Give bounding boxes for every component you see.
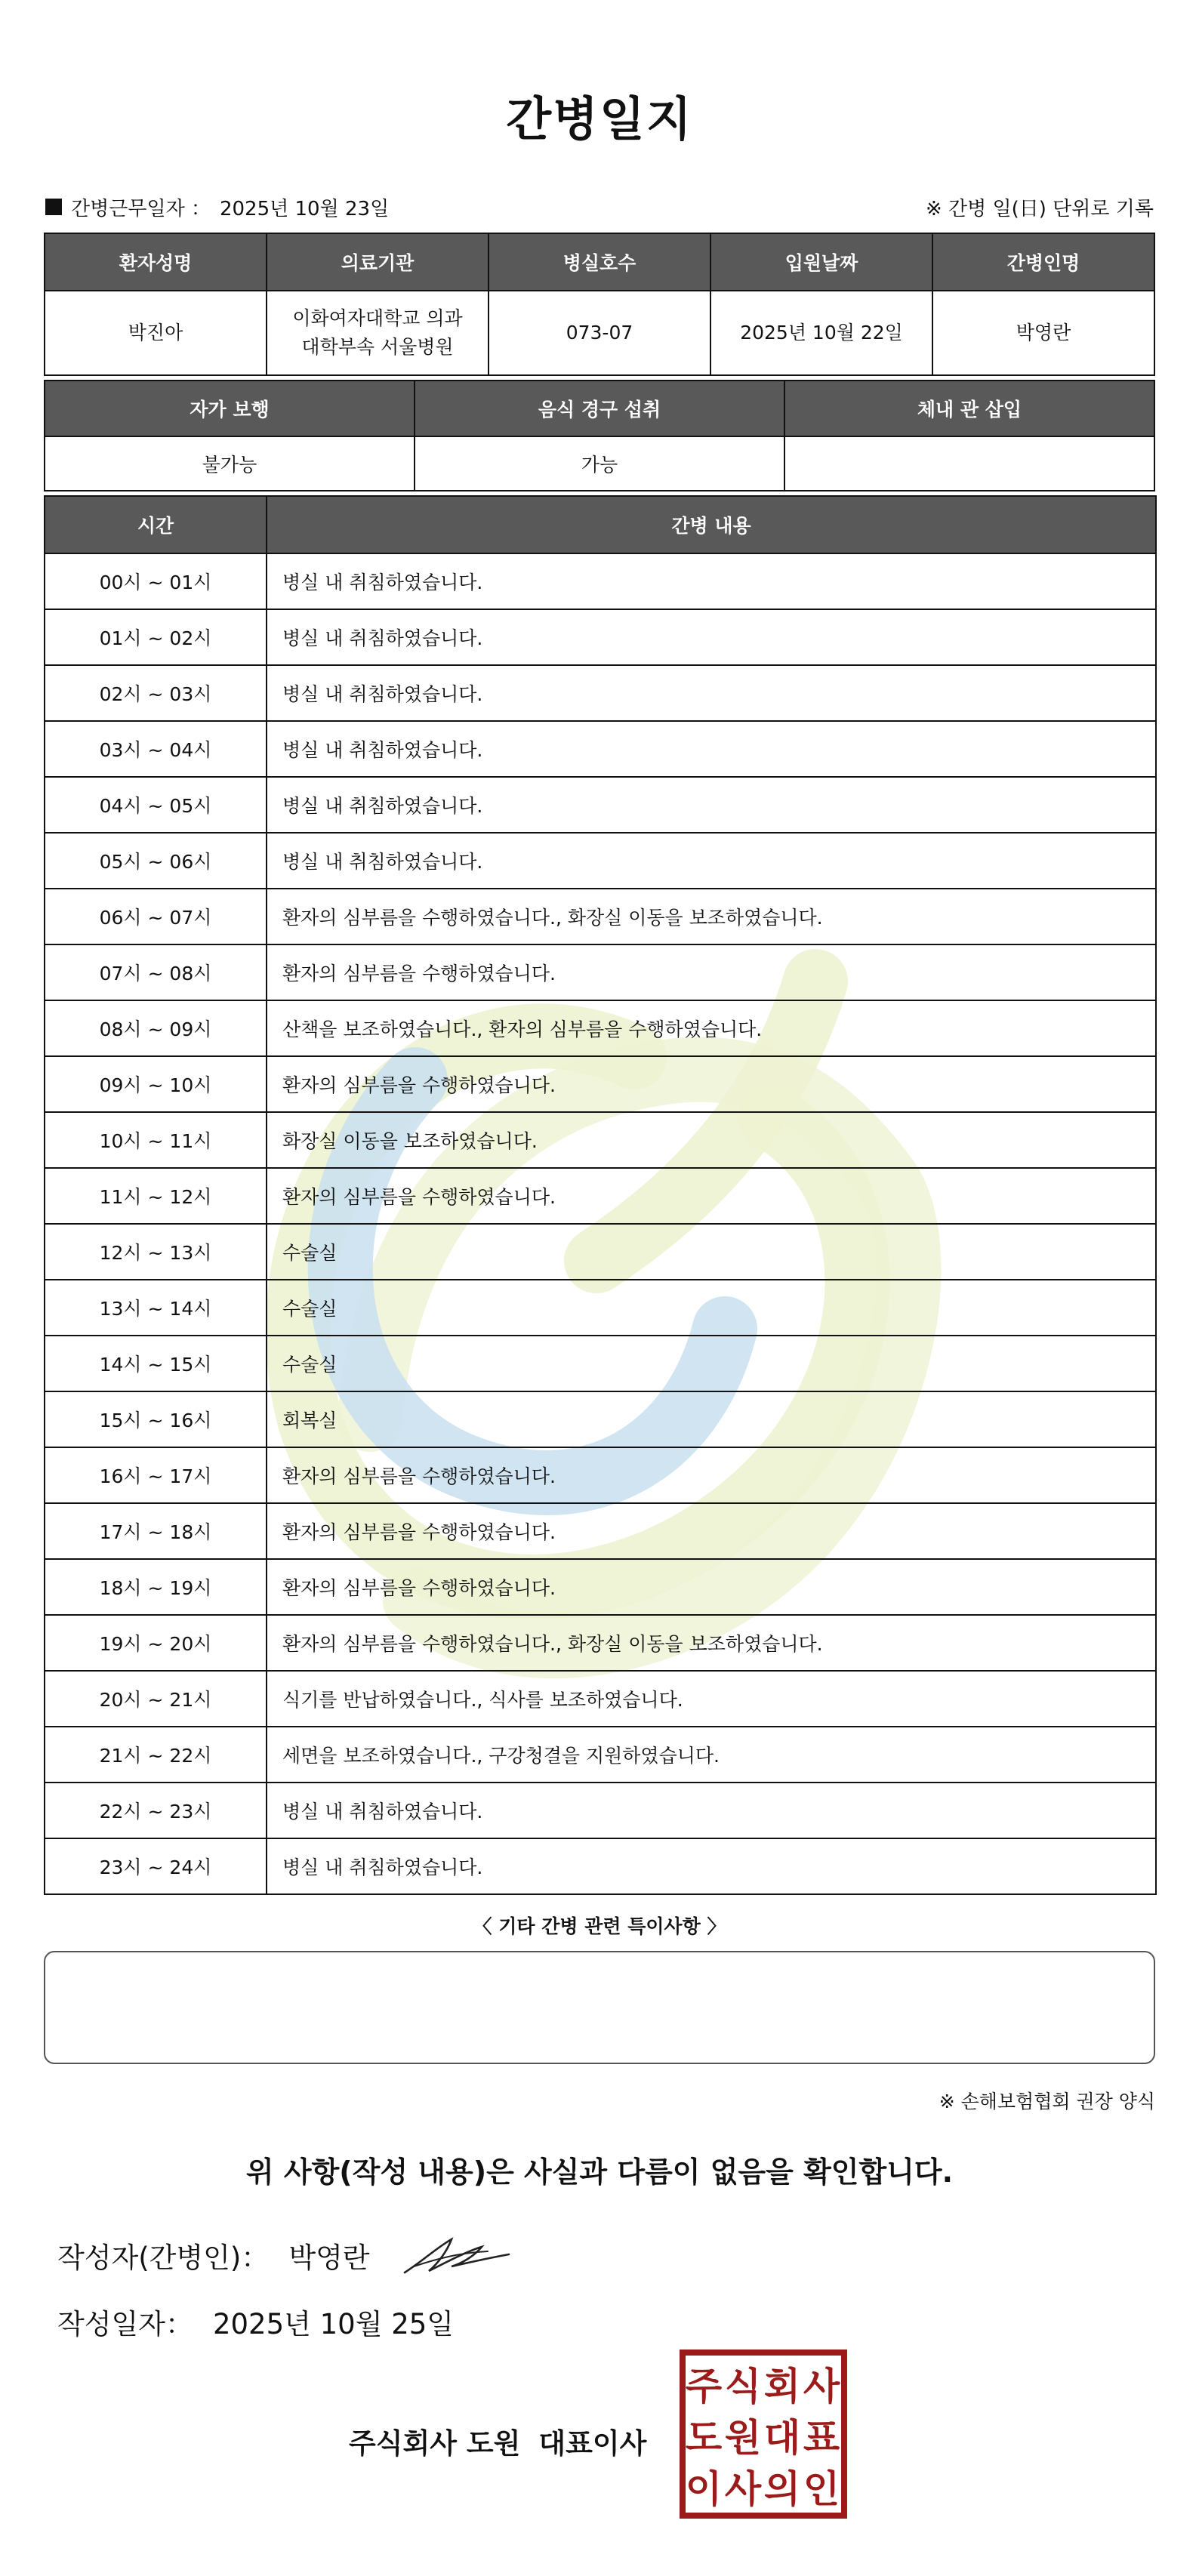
log-time: 21시 ~ 22시 — [45, 1727, 267, 1783]
svg-text:이: 이 — [685, 2467, 723, 2511]
log-time: 10시 ~ 11시 — [45, 1112, 267, 1168]
room-number: 073-07 — [489, 291, 710, 375]
care-log-row — [45, 665, 1156, 721]
log-time: 23시 ~ 24시 — [45, 1838, 267, 1894]
self-walking-value: 불가능 — [45, 436, 415, 491]
log-time: 00시 ~ 01시 — [45, 553, 267, 609]
header-care-content: 간병 내용 — [267, 496, 1156, 553]
care-log-row — [45, 1559, 1156, 1615]
care-log-row — [45, 1838, 1156, 1894]
log-time: 03시 ~ 04시 — [45, 721, 267, 777]
log-time: 18시 ~ 19시 — [45, 1559, 267, 1615]
svg-text:표: 표 — [803, 2416, 840, 2460]
log-time: 06시 ~ 07시 — [45, 889, 267, 944]
log-time: 22시 ~ 23시 — [45, 1783, 267, 1838]
log-content: 병실 내 취침하였습니다. — [267, 777, 1156, 833]
log-time: 19시 ~ 20시 — [45, 1615, 267, 1671]
care-log-row — [45, 1503, 1156, 1559]
log-time: 16시 ~ 17시 — [45, 1447, 267, 1503]
care-log-row — [45, 777, 1156, 833]
company-role: 대표이사 — [538, 2427, 647, 2460]
record-unit-note: ※ 간병 일(日) 단위로 기록 — [925, 197, 1154, 220]
header-tube-insertion: 체내 관 삽입 — [784, 381, 1154, 436]
log-content: 병실 내 취침하였습니다. — [267, 721, 1156, 777]
author-name: 박영란 — [288, 2242, 370, 2274]
log-content: 수술실 — [267, 1280, 1156, 1336]
log-content: 환자의 심부름을 수행하였습니다. — [267, 1056, 1156, 1112]
work-date-value: 2025년 10월 23일 — [219, 197, 390, 220]
care-log-header-row — [45, 496, 1156, 553]
log-time: 17시 ~ 18시 — [45, 1503, 267, 1559]
log-time: 01시 ~ 02시 — [45, 609, 267, 665]
log-content: 병실 내 취침하였습니다. — [267, 665, 1156, 721]
square-bullet-icon — [45, 199, 62, 215]
patient-status-table — [44, 380, 1155, 491]
log-time: 13시 ~ 14시 — [45, 1280, 267, 1336]
admission-date: 2025년 10월 22일 — [710, 291, 932, 375]
care-log-row — [45, 944, 1156, 1000]
log-content: 수술실 — [267, 1224, 1156, 1280]
patient-name: 박진아 — [45, 291, 267, 375]
log-content: 식기를 반납하였습니다., 식사를 보조하였습니다. — [267, 1671, 1156, 1727]
svg-text:의: 의 — [763, 2467, 801, 2511]
care-log-row — [45, 1727, 1156, 1783]
log-content: 화장실 이동을 보조하였습니다. — [267, 1112, 1156, 1168]
recommend-note: ※ 손해보험협회 권장 양식 — [939, 2091, 1155, 2112]
log-content: 세면을 보조하였습니다., 구강청결을 지원하였습니다. — [267, 1727, 1156, 1783]
oral-intake-value: 가능 — [415, 436, 784, 491]
care-log-row — [45, 1336, 1156, 1391]
log-content: 환자의 심부름을 수행하였습니다. — [267, 1559, 1156, 1615]
header-hospital: 의료기관 — [267, 233, 489, 291]
care-log-row — [45, 1224, 1156, 1280]
log-content: 환자의 심부름을 수행하였습니다. — [267, 1447, 1156, 1503]
header-patient-name: 환자성명 — [45, 233, 267, 291]
hospital-name-line2: 대학부속 서울병원 — [301, 336, 454, 358]
care-log-row — [45, 609, 1156, 665]
company-row — [349, 2420, 646, 2461]
care-log-row — [45, 1615, 1156, 1671]
svg-text:인: 인 — [803, 2467, 840, 2511]
svg-text:대: 대 — [763, 2416, 801, 2460]
log-time: 07시 ~ 08시 — [45, 944, 267, 1000]
log-time: 12시 ~ 13시 — [45, 1224, 267, 1280]
log-content: 환자의 심부름을 수행하였습니다. — [267, 1168, 1156, 1224]
care-log-row — [45, 721, 1156, 777]
care-log-row — [45, 1671, 1156, 1727]
header-oral-intake: 음식 경구 섭취 — [415, 381, 784, 436]
log-time: 20시 ~ 21시 — [45, 1671, 267, 1727]
log-time: 08시 ~ 09시 — [45, 1000, 267, 1056]
care-log-row — [45, 1280, 1156, 1336]
patient-info-value-row — [45, 291, 1154, 375]
notes-title: 〈 기타 간병 관련 특이사항 〉 — [473, 1915, 726, 1937]
care-log-table — [44, 495, 1157, 1895]
author-label: 작성자(간병인)： — [57, 2242, 270, 2274]
company-seal-icon — [680, 2350, 847, 2519]
header-self-walking: 자가 보행 — [45, 381, 415, 436]
log-time: 15시 ~ 16시 — [45, 1391, 267, 1447]
page-title: 간병일지 — [506, 91, 693, 146]
work-date-group — [45, 193, 389, 221]
care-log-row — [45, 1783, 1156, 1838]
notes-box[interactable] — [44, 1951, 1155, 2064]
signature-icon — [399, 2229, 512, 2282]
log-content: 수술실 — [267, 1336, 1156, 1391]
tube-insertion-value — [784, 436, 1154, 491]
log-content: 환자의 심부름을 수행하였습니다. — [267, 1503, 1156, 1559]
patient-status-header-row — [45, 381, 1154, 436]
patient-info-header-row — [45, 233, 1154, 291]
written-date-row — [57, 2301, 454, 2342]
svg-text:식: 식 — [724, 2365, 762, 2408]
svg-text:원: 원 — [724, 2416, 762, 2460]
care-log-row — [45, 889, 1156, 944]
log-content: 병실 내 취침하였습니다. — [267, 553, 1156, 609]
svg-text:사: 사 — [724, 2467, 762, 2511]
hospital-name — [267, 291, 489, 375]
work-date-row — [45, 192, 1154, 222]
patient-status-value-row — [45, 436, 1154, 491]
header-time: 시간 — [45, 496, 267, 553]
svg-text:주: 주 — [685, 2365, 723, 2408]
care-log-row — [45, 1112, 1156, 1168]
log-content: 산책을 보조하였습니다., 환자의 심부름을 수행하였습니다. — [267, 1000, 1156, 1056]
log-content: 환자의 심부름을 수행하였습니다. — [267, 944, 1156, 1000]
svg-text:사: 사 — [803, 2365, 840, 2408]
log-content: 환자의 심부름을 수행하였습니다., 화장실 이동을 보조하였습니다. — [267, 889, 1156, 944]
log-content: 병실 내 취침하였습니다. — [267, 833, 1156, 889]
care-log-rows — [45, 553, 1156, 1894]
care-log-row — [45, 833, 1156, 889]
care-log-row — [45, 1168, 1156, 1224]
confirmation-statement: 위 사항(작성 내용)은 사실과 다름이 없음을 확인합니다. — [245, 2155, 954, 2189]
care-log-row — [45, 1000, 1156, 1056]
log-time: 04시 ~ 05시 — [45, 777, 267, 833]
log-time: 11시 ~ 12시 — [45, 1168, 267, 1224]
care-log-row — [45, 1447, 1156, 1503]
written-date-value: 2025년 10월 25일 — [212, 2308, 455, 2340]
caregiver-name: 박영란 — [932, 291, 1154, 375]
log-content: 병실 내 취침하였습니다. — [267, 609, 1156, 665]
svg-text:회: 회 — [763, 2365, 801, 2408]
log-content: 환자의 심부름을 수행하였습니다., 화장실 이동을 보조하였습니다. — [267, 1615, 1156, 1671]
log-time: 05시 ~ 06시 — [45, 833, 267, 889]
header-room: 병실호수 — [489, 233, 710, 291]
hospital-name-line1: 이화여자대학교 의과 — [292, 307, 463, 329]
written-date-label: 작성일자： — [57, 2308, 193, 2340]
header-admission-date: 입원날짜 — [710, 233, 932, 291]
log-time: 02시 ~ 03시 — [45, 665, 267, 721]
log-content: 회복실 — [267, 1391, 1156, 1447]
header-caregiver: 간병인명 — [932, 233, 1154, 291]
log-time: 14시 ~ 15시 — [45, 1336, 267, 1391]
care-log-row — [45, 553, 1156, 609]
patient-info-table — [44, 233, 1155, 376]
company-name: 주식회사 도원 — [349, 2427, 521, 2460]
log-content: 병실 내 취침하였습니다. — [267, 1838, 1156, 1894]
work-date-label: 간병근무일자 ： — [71, 197, 211, 220]
log-content: 병실 내 취침하였습니다. — [267, 1783, 1156, 1838]
author-row — [57, 2235, 370, 2276]
care-log-row — [45, 1056, 1156, 1112]
svg-text:도: 도 — [685, 2416, 723, 2460]
care-log-row — [45, 1391, 1156, 1447]
log-time: 09시 ~ 10시 — [45, 1056, 267, 1112]
